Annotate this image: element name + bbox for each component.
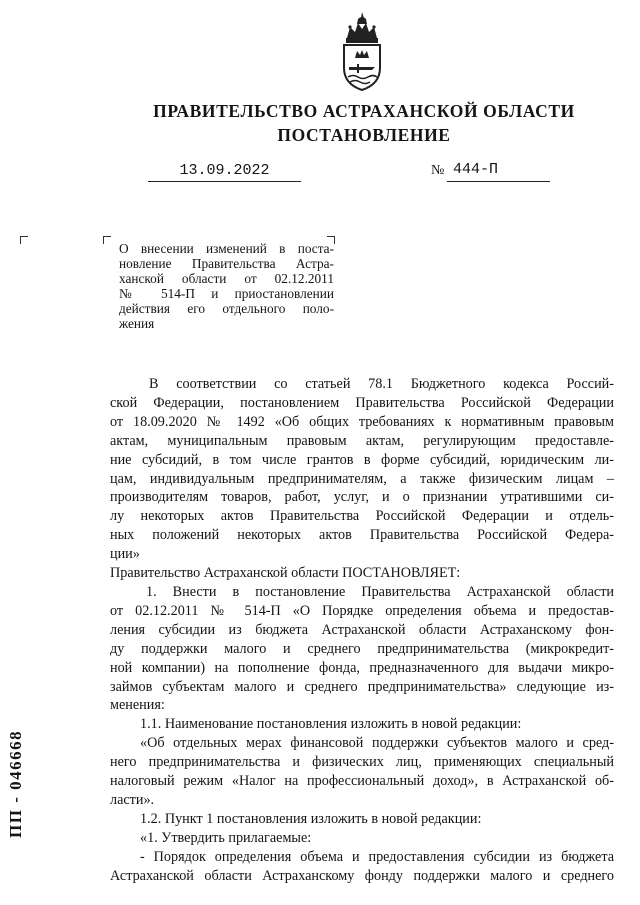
body-line: ления субсидии из бюджета Астраханской области Астраханскому фон- xyxy=(110,621,614,638)
body-line: 1.2. Пункт 1 постановления изложить в новой редакции: xyxy=(140,810,482,827)
body-line: цам, индивидуальным предпринимателям, а также физическим лицам – xyxy=(110,470,614,487)
body-line: ду поддержки малого и среднего предпринимательства (микрокредит- xyxy=(110,640,614,657)
body-line: 1.1. Наименование постановления изложить в новой редакции: xyxy=(140,716,522,733)
body-line: 1. Внести в постановление Правительства Астраханской области xyxy=(146,583,614,600)
body-line: актам, муниципальным правовым актам, регулирующим предоставле- xyxy=(110,432,614,449)
subject-corner-mark-left xyxy=(103,236,111,244)
body-line: Астраханской области Астраханскому фонду поддержки малого и среднего xyxy=(110,867,614,884)
subject-line: действия его отдельного поло- xyxy=(119,300,334,316)
astrakhan-coat-of-arms-icon xyxy=(337,10,387,92)
document-body xyxy=(110,375,614,885)
subject-line: жения xyxy=(119,315,155,331)
body-line: займов субъектам малого и среднего предпринимательства» следующие из- xyxy=(110,678,614,695)
margin-serial-number: ПП - 046668 xyxy=(6,729,25,838)
body-line: «Об отдельных мерах финансовой поддержки субъектов малого и сред- xyxy=(140,735,614,752)
number-label: № xyxy=(431,163,445,178)
left-margin-corner-mark xyxy=(20,236,28,244)
body-line: налоговый режим «Налог на профессиональный доход», в Астраханской об- xyxy=(110,773,614,790)
subject-line: новление Правительства Астра- xyxy=(119,255,334,271)
document-type-title: ПОСТАНОВЛЕНИЕ xyxy=(277,125,451,145)
body-line: него предпринимательства и физических лиц, применяющих специальный xyxy=(110,754,614,771)
body-line: от 18.09.2020 № 1492 «Об общих требованиях к нормативным правовым xyxy=(110,413,614,430)
body-line: менения: xyxy=(110,697,165,714)
body-line: ции» xyxy=(110,546,140,563)
subject-line: № 514-П и приостановлении xyxy=(119,285,334,301)
body-line: от 02.12.2011 № 514-П «О Порядке определения объема и предостав- xyxy=(110,602,614,619)
government-title: ПРАВИТЕЛЬСТВО АСТРАХАНСКОЙ ОБЛАСТИ xyxy=(153,101,575,121)
document-date-field xyxy=(148,161,301,182)
body-line: Правительство Астраханской области ПОСТАНОВЛЯЕТ: xyxy=(110,565,461,582)
subject-line: ханской области от 02.12.2011 xyxy=(119,270,334,286)
body-line: ной компании) на пополнение фонда, предназначенного для выдачи микро- xyxy=(110,659,614,676)
body-line: В соответствии со статьей 78.1 Бюджетного кодекса Россий- xyxy=(149,376,614,392)
body-line: лу некоторых актов Правительства Российской Федерации и отдель- xyxy=(110,508,614,525)
document-subject xyxy=(119,242,334,331)
subject-line: О внесении изменений в поста- xyxy=(119,241,334,256)
body-line: ние субсидий, в том числе грантов в форме субсидий, юридическим ли- xyxy=(110,451,614,468)
document-date: 13.09.2022 xyxy=(179,162,270,179)
document-number: 444-П xyxy=(453,161,499,178)
body-line: ской Федерации, постановлением Правительства Российской Федерации xyxy=(110,394,614,411)
body-line: ласти». xyxy=(110,791,155,808)
body-line: «1. Утвердить прилагаемые: xyxy=(140,829,312,846)
body-line: производителям товаров, работ, услуг, и о признании утратившими си- xyxy=(110,489,614,506)
body-line: - Порядок определения объема и предоставления субсидии из бюджета xyxy=(140,848,614,865)
body-line: ных положений некоторых актов Правительства Российской Федера- xyxy=(110,527,614,544)
document-number-field xyxy=(447,161,550,182)
